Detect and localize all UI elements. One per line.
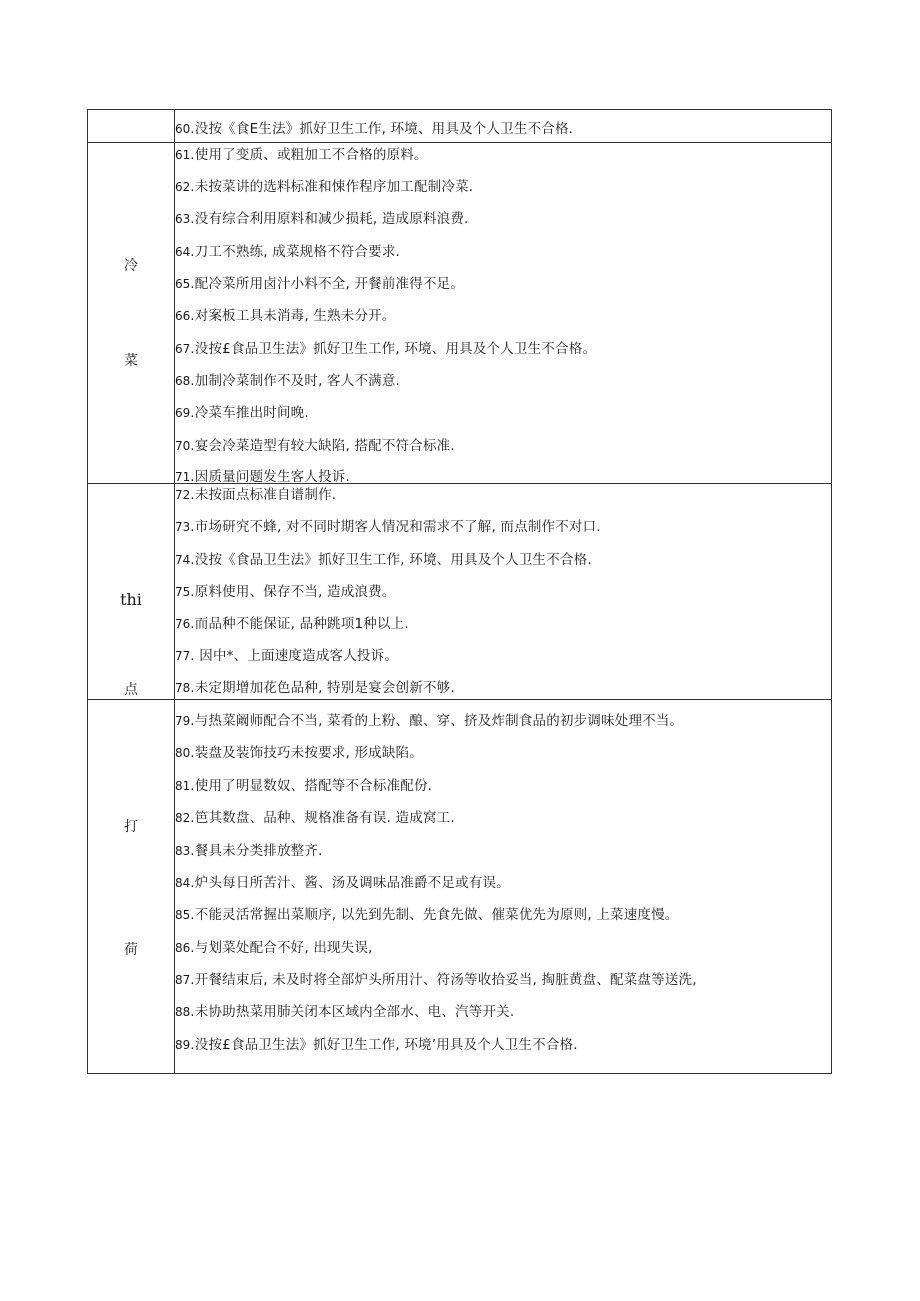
category-label: 打: [124, 819, 138, 835]
item-text: .未协助热菜用肺关闭本区域内全部水、电、汽等开关.: [190, 1004, 515, 1020]
item-text: .原料使用、保存不当, 造成浪费。: [190, 584, 396, 600]
list-item: [175, 1037, 578, 1053]
list-item: [175, 487, 336, 503]
item-number: 70: [175, 439, 191, 453]
list-item: [175, 940, 373, 956]
category-cell-plating: [88, 700, 175, 1074]
category-label: 荷: [124, 942, 138, 958]
item-text: .刀工不熟练, 成菜规格不符合要求.: [190, 244, 401, 260]
list-item: [175, 147, 428, 163]
category-label: 点: [124, 682, 138, 698]
category-label: 冷: [124, 258, 138, 274]
list-item: [175, 648, 398, 664]
item-number: 76: [175, 617, 191, 631]
item-number: 67: [175, 342, 191, 356]
section-row-cold-dishes: [88, 143, 832, 484]
item-number: 63: [175, 212, 191, 226]
item-text: .没按£食品卫生法》抓好卫生工作, 环境、用具及个人卫生不合格。: [190, 341, 597, 357]
list-item: [175, 405, 309, 421]
item-text: .未按面点标准自谱制作.: [190, 487, 337, 503]
list-item: [175, 778, 432, 794]
list-item: [175, 552, 592, 568]
category-cell-cold-dishes: [88, 143, 175, 484]
item-number: 79: [175, 714, 191, 728]
item-text: .未定期增加花色品种, 特别是宴会创新不够.: [190, 680, 455, 696]
list-item: [175, 438, 455, 454]
item-number: 65: [175, 277, 191, 291]
item-number: 69: [175, 406, 191, 420]
list-item: [175, 308, 396, 324]
item-number: 61: [175, 148, 191, 162]
list-item: [175, 373, 400, 389]
item-text: .没按《食品卫生法》抓好卫生工作, 环境、用具及个人卫生不合格.: [190, 552, 592, 568]
list-item: [175, 616, 409, 632]
section-row-pastry: [88, 484, 832, 700]
list-item: [175, 244, 400, 260]
item-text: .而品种不能保证, 品种跳项1种以上.: [190, 616, 409, 632]
item-number: 62: [175, 180, 191, 194]
item-number: 86: [175, 941, 191, 955]
items-cell-pastry: [175, 484, 832, 700]
category-label: 菜: [124, 353, 138, 369]
list-item: [175, 211, 469, 227]
list-item: [175, 972, 697, 988]
list-item: [175, 680, 455, 696]
item-number: 75: [175, 585, 191, 599]
item-text: .冷菜车推出时间晚.: [190, 405, 309, 421]
item-number: 78: [175, 681, 191, 695]
list-item: [175, 276, 464, 292]
list-item: [175, 713, 683, 729]
list-item: [175, 745, 423, 761]
inspection-table: [87, 109, 832, 1074]
list-item: [175, 179, 473, 195]
item-text: .餐具未分类排放整齐.: [190, 843, 323, 859]
items-cell-general: [175, 110, 832, 143]
item-number: 60: [175, 122, 191, 136]
item-number: 84: [175, 876, 191, 890]
item-text: .配冷菜所用卤汁小料不全, 开餐前准得不足。: [190, 276, 465, 292]
list-item: [175, 1004, 514, 1020]
item-text: .使用了明显数奴、搭配等不合标准配份.: [190, 778, 433, 794]
item-number: 66: [175, 309, 191, 323]
item-number: 88: [175, 1005, 191, 1019]
list-item: [175, 907, 679, 923]
item-number: 73: [175, 520, 191, 534]
item-number: 71: [175, 470, 191, 484]
list-item: [175, 875, 510, 891]
category-label: thi: [120, 590, 142, 609]
list-item: [175, 843, 323, 859]
item-text: .与热菜阚师配合不当, 菜肴的上粉、酿、穿、挤及炸制食品的初步调味处理不当。: [190, 713, 684, 729]
item-number: 87: [175, 973, 191, 987]
items-cell-plating: [175, 700, 832, 1074]
item-number: 89: [175, 1038, 191, 1052]
item-text: .炉头每日所苦汁、酱、汤及调味品准爵不足或有误。: [190, 875, 510, 891]
item-text: .市场研究不蜂, 对不同时期客人情况和需求不了解, 而点制作不对口.: [190, 519, 601, 535]
item-text: .使用了变质、或粗加工不合格的原料。: [190, 147, 428, 163]
category-cell-pastry: [88, 484, 175, 700]
item-number: 68: [175, 374, 191, 388]
item-text: .没按£食品卫生法》抓好卫生工作, 环境’用具及个人卫生不合格.: [190, 1037, 578, 1053]
item-text: .对案板工具未消毒, 生熟未分开。: [190, 308, 396, 324]
item-number: 81: [175, 779, 191, 793]
item-text: .装盘及装饰技巧未按要求, 形成缺陷。: [190, 745, 423, 761]
item-text: .笆其数盘、品种、规格准备有误. 造成窝工.: [190, 810, 455, 826]
category-cell-general: [88, 110, 175, 143]
item-number: 77: [175, 649, 191, 663]
list-item: [175, 341, 596, 357]
item-number: 85: [175, 908, 191, 922]
item-number: 80: [175, 746, 191, 760]
item-text: .开餐结束后, 未及时将全部炉头所用汁、符汤等收拾妥当, 掏脏黄盘、配菜盘等送洗,: [190, 972, 697, 988]
item-number: 64: [175, 245, 191, 259]
item-number: 74: [175, 553, 191, 567]
item-number: 72: [175, 488, 191, 502]
item-text: .没按《食E生法》抓好卫生工作, 环境、用具及个人卫生不合格.: [190, 121, 574, 137]
item-text: .与划菜处配合不好, 出现失误,: [190, 940, 373, 956]
list-item: [175, 584, 396, 600]
item-text: .因质量问题发生客人投诉.: [190, 469, 350, 485]
item-text: .加制冷菜制作不及时, 客人不满意.: [190, 373, 401, 389]
list-item: [175, 810, 455, 826]
list-item: [175, 121, 573, 137]
item-text: .没有综合利用原料和减少损耗, 造成原料浪费.: [190, 211, 469, 227]
section-row-general: [88, 110, 832, 143]
item-number: 83: [175, 844, 191, 858]
item-text: . 因中*、上面速度造成客人投诉。: [190, 648, 399, 664]
list-item: [175, 519, 601, 535]
item-text: .未按菜讲的选料标准和悚作程序加工配制冷菜.: [190, 179, 474, 195]
item-text: .不能灵活常握出菜顺序, 以先到先制、先食先做、催菜优先为原则, 上菜速度慢。: [190, 907, 679, 923]
section-row-plating: [88, 700, 832, 1074]
item-text: .宴会冷菜造型有较大缺陷, 搭配不符合标准.: [190, 438, 455, 454]
item-number: 82: [175, 811, 191, 825]
items-cell-cold-dishes: [175, 143, 832, 484]
